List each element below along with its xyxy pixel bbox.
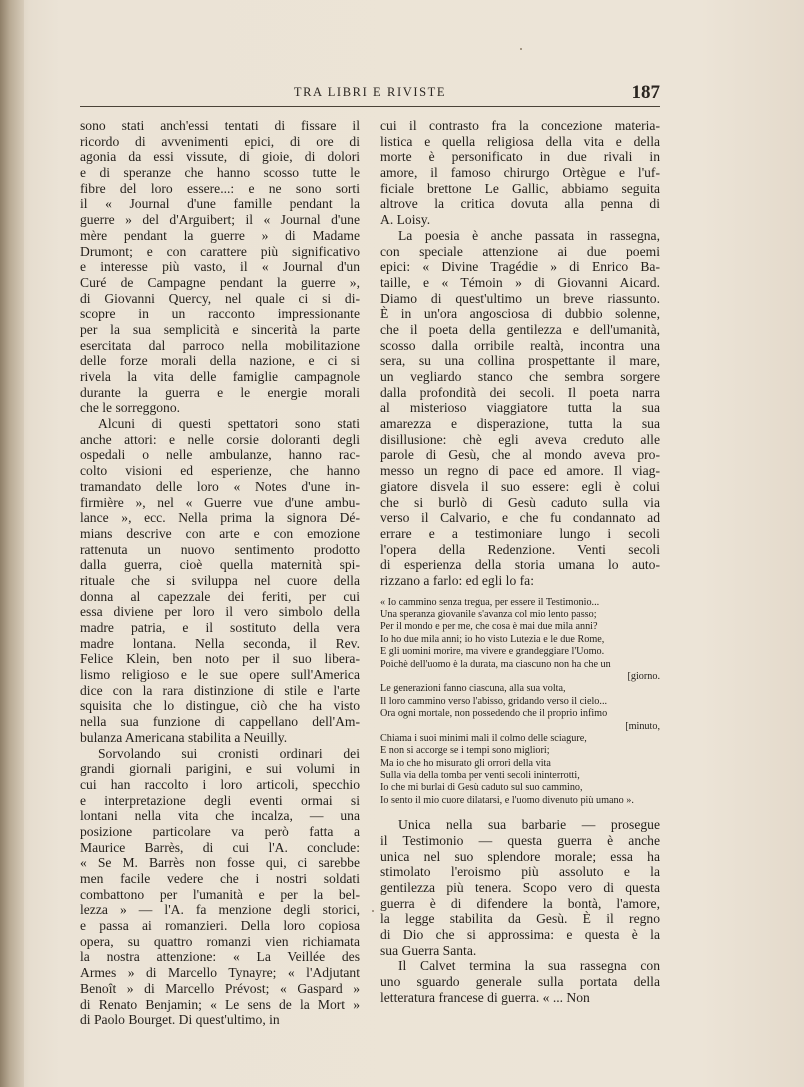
poem-line: Le generazioni fanno ciascuna, alla sua volta, bbox=[380, 683, 566, 695]
text-line: ricordo di avvenimenti epici, di ore di bbox=[80, 133, 360, 149]
text-line: squisita che lo distingue, ciò che ha visto bbox=[80, 698, 360, 714]
text-line: opera, su quattro romanzi vien richiamata bbox=[80, 933, 360, 949]
poem-line: E non si accorge se i tempi sono migliori; bbox=[380, 745, 550, 757]
text-line: agonia da essi vissute, di gioie, di dolori bbox=[80, 149, 360, 165]
page-header bbox=[80, 82, 660, 104]
text-line: fibre del loro essere...: e ne sono sorti bbox=[80, 180, 360, 196]
poem-line: Io sento il mio cuore dilatarsi, e l'uomo divenuto più umano ». bbox=[380, 794, 634, 806]
text-line: rituale che si sviluppa nel cuore della bbox=[80, 572, 360, 588]
poem-line: [giorno. bbox=[627, 670, 660, 682]
text-line: Sorvolando sui cronisti ordinari dei bbox=[98, 745, 360, 761]
text-line: errare e a testimoniare lungo i secoli bbox=[380, 525, 660, 541]
text-line: e passa ai romanzieri. Della loro copiosa bbox=[80, 918, 360, 934]
text-line: stimolato l'eroismo più assoluto e la bbox=[380, 864, 660, 880]
book-gutter bbox=[0, 0, 24, 1087]
poem-line: E gli uomini morire, ma vivere e grandeggiare l'Uomo. bbox=[380, 646, 605, 658]
poem-line: Ora ogni mortale, non possedendo che il proprio infimo bbox=[380, 708, 608, 720]
page-number: 187 bbox=[631, 82, 660, 103]
poem-line: Il loro cammino verso l'abisso, gridando verso il cielo... bbox=[380, 695, 608, 707]
text-line: bulanza Americana stabilita a Neuilly. bbox=[80, 729, 288, 745]
running-title: TRA LIBRI E RIVISTE bbox=[293, 85, 447, 99]
text-line: che il poeta della gentilezza e dell'umanità, bbox=[380, 321, 660, 337]
text-line: grandi giornali parigini, e sui volumi in bbox=[80, 761, 360, 777]
text-line: rizzano a farlo: ed egli lo fa: bbox=[380, 572, 534, 588]
right-column bbox=[380, 118, 660, 1005]
text-line: sua Guerra Santa. bbox=[380, 942, 477, 958]
text-line: Il Calvet termina la sua rassegna con bbox=[398, 958, 660, 974]
poem-line: Io che mi burlai di Gesù caduto sul suo cammino, bbox=[380, 782, 583, 794]
poem-line: Una speranza giovanile s'avanza col mio lento passo; bbox=[380, 609, 597, 621]
text-line: madre lontana. Nella seconda, il Rev. bbox=[80, 635, 360, 651]
right-column-top bbox=[380, 118, 660, 589]
poem-line: Ma io che ho misurato gli orrori della vita bbox=[380, 757, 551, 769]
text-line: guerre » del d'Arguibert; il « Journal d'une bbox=[80, 212, 360, 228]
text-line: durante la guerra e le energie morali bbox=[80, 384, 360, 400]
poem-line: Io ho due mila anni; io ho visto Lutezia e le due Rome, bbox=[380, 633, 605, 645]
paper-speck bbox=[372, 910, 374, 912]
text-line: posizione particolare va però fatta a bbox=[80, 823, 360, 839]
text-line: altrove la critica dovuta alla penna di bbox=[380, 196, 660, 212]
text-line: che le sorreggono. bbox=[80, 400, 181, 416]
text-line: sera, su una collina prospettante il mare, bbox=[380, 353, 660, 369]
text-line: Maurice Barrès, di cui l'A. conclude: bbox=[80, 839, 360, 855]
poem-line: Per il mondo e per me, che cosa è mai due mila anni? bbox=[380, 621, 598, 633]
text-line: guerra è di difendere la bontà, l'amore, bbox=[380, 895, 660, 911]
text-line: ficiale brettone Le Gallic, abbiamo seguita bbox=[380, 180, 660, 196]
text-line: scosso dalla orribile realtà, incontra una bbox=[380, 337, 660, 353]
text-line: « Se M. Barrès non fosse qui, ci sarebbe bbox=[80, 855, 360, 871]
text-line: amarezza e disperazione, tutta la sua bbox=[380, 416, 660, 432]
text-line: il Testimonio — questa guerra è anche bbox=[380, 832, 660, 848]
text-line: È in un'ora angosciosa di dubbio solenne, bbox=[380, 306, 660, 322]
text-line: dalla profondità dei secoli. Il poeta narra bbox=[380, 384, 660, 400]
text-line: dalla guerra, cioè quella maternità spi- bbox=[80, 557, 360, 573]
text-line: Curé de Campagne pendant la guerre », bbox=[80, 274, 360, 290]
text-line: la nostra attenzione: « La Veillée des bbox=[80, 949, 360, 965]
text-line: l'opera della Redenzione. Venti secoli bbox=[380, 541, 660, 557]
text-line: e di speranze che hanno scosso tutte le bbox=[80, 165, 360, 181]
text-line: giatore disvela il suo essere: egli è colui bbox=[380, 478, 660, 494]
text-line: scopre in un racconto impressionante bbox=[80, 306, 360, 322]
text-line: madre patria, e il sostituto della vera bbox=[80, 620, 360, 635]
text-line: listica e quella religiosa della vita e della bbox=[380, 133, 660, 149]
text-line: con speciale attenzione ai due poemi bbox=[380, 243, 660, 259]
text-line: donna al capezzale dei feriti, per cui bbox=[80, 588, 360, 604]
text-line: Drumont; e con carattere più significativo bbox=[80, 243, 360, 259]
left-column bbox=[80, 118, 360, 1028]
text-line: amore, il famoso chirurgo Ortègue e l'uf- bbox=[380, 165, 660, 181]
text-line: rattenuta un nuovo sentimento prodotto bbox=[80, 541, 360, 557]
text-line: anche attori: e nelle corsie doloranti degli bbox=[80, 431, 360, 447]
text-line: Felice Klein, ben noto per il suo libera- bbox=[80, 651, 360, 667]
text-line: nella sua funzione di cappellano dell'Am- bbox=[80, 714, 360, 730]
text-line: parole di Gesù, che al mondo aveva pro- bbox=[380, 447, 660, 463]
text-line: e interpretazione degli eventi ormai si bbox=[80, 792, 360, 808]
text-line: disillusione: chè egli aveva creduto alle bbox=[380, 431, 660, 447]
text-line: uno sguardo generale sulla portata della bbox=[380, 974, 660, 990]
text-line: di Giovanni Quercy, nel quale ci si di- bbox=[80, 290, 360, 306]
text-line: di Renato Benjamin; « Le sens de la Mort » bbox=[80, 996, 360, 1012]
text-line: per la sua semplicità e sincerità la parte bbox=[80, 321, 360, 337]
poem-line: [minuto, bbox=[625, 720, 660, 732]
text-line: il « Journal d'une famille pendant la bbox=[80, 196, 360, 212]
text-line: ospedali o nelle ambulanze, hanno rac- bbox=[80, 447, 360, 463]
text-line: rivela la vita delle famiglie campagnole bbox=[80, 369, 360, 384]
poem-line: Sulla via della tomba per venti secoli ininterrotti, bbox=[380, 770, 580, 782]
text-line: essa diviene per loro il vero simbolo della bbox=[80, 604, 360, 620]
text-line: al misterioso viaggiatore tutta la sua bbox=[380, 400, 660, 416]
text-line: epici: « Divine Tragédie » di Enrico Ba- bbox=[380, 259, 660, 275]
text-line: lance », ecc. Nella prima la signora Dé- bbox=[80, 510, 360, 526]
right-column-bottom bbox=[380, 817, 660, 1005]
text-line: firmière », nel « Guerre vue d'une ambu- bbox=[80, 494, 360, 510]
text-line: mians descrive con arte e con emozione bbox=[80, 525, 360, 541]
header-rule bbox=[80, 106, 660, 107]
text-line: cui il contrasto fra la concezione materia- bbox=[380, 118, 660, 133]
text-line: messo un regno di pace ed amore. Il viag- bbox=[380, 463, 660, 479]
text-line: combattono per l'umanità e per la bel- bbox=[80, 886, 360, 902]
text-line: taille, e « Témoin » di Giovanni Aicard. bbox=[380, 274, 660, 290]
text-line: letteratura francese di guerra. « ... Non bbox=[380, 989, 590, 1005]
text-line: verso il Calvario, e che fu condannato ad bbox=[380, 510, 660, 526]
poem-line: Chiama i suoi minimi mali il colmo delle sciagure, bbox=[380, 732, 587, 744]
text-line: che si burlò di Gesù caduto sulla via bbox=[380, 494, 660, 510]
text-line: Diamo di quest'ultimo un breve riassunto. bbox=[380, 290, 660, 306]
poem-quotation bbox=[380, 597, 660, 808]
text-line: A. Loisy. bbox=[380, 212, 431, 228]
text-line: men facile vedere che i nostri soldati bbox=[80, 871, 360, 886]
text-line: di Dio che si approssima: e questa è la bbox=[380, 927, 660, 943]
text-line: Unica nella sua barbarie — prosegue bbox=[398, 817, 660, 833]
text-line: Armes » di Marcello Tynayre; « l'Adjutant bbox=[80, 965, 360, 981]
text-line: di Paolo Bourget. Di quest'ultimo, in bbox=[80, 1012, 280, 1028]
text-line: morte è personificato in due rivali in bbox=[380, 149, 660, 165]
text-line: lezza » — l'A. fa menzione degli storici, bbox=[80, 902, 360, 918]
poem-line: Poichè dell'uomo è la durata, ma ciascuno non ha che un bbox=[380, 658, 611, 670]
text-line: la legge stabilita da Gesù. È il regno bbox=[380, 911, 660, 927]
poem-line: « Io cammino senza tregua, per essere il Testimonio... bbox=[380, 596, 600, 608]
text-line: La poesia è anche passata in rassegna, bbox=[398, 227, 660, 243]
text-line: colto visioni ed esperienze, che hanno bbox=[80, 463, 360, 479]
text-line: di esperienza della storia umana lo auto- bbox=[380, 557, 660, 573]
text-line: unica nel suo splendore morale; essa ha bbox=[380, 848, 660, 864]
text-line: lismo religioso e le sue opere sull'America bbox=[80, 667, 360, 683]
text-line: mère pendant la guerre » di Madame bbox=[80, 227, 360, 243]
text-line: Alcuni di questi spettatori sono stati bbox=[98, 416, 360, 432]
text-line: cui han raccolto i loro articoli, specchio bbox=[80, 776, 360, 792]
text-line: esercitata dal parroco nella mobilitazione bbox=[80, 337, 360, 353]
paper-speck bbox=[520, 48, 522, 50]
text-line: Benoît » di Marcello Prévost; « Gaspard » bbox=[80, 980, 360, 996]
text-line: tramandato delle loro « Notes d'une in- bbox=[80, 478, 360, 494]
text-line: un vegliardo stanco che sembra sorgere bbox=[380, 369, 660, 384]
text-line: delle forze morali della nazione, e ci si bbox=[80, 353, 360, 369]
text-line: e interesse più vasto, il « Journal d'un bbox=[80, 259, 360, 275]
text-line: sono stati anch'essi tentati di fissare il bbox=[80, 118, 360, 133]
text-line: lontani nella vita che incalza, — una bbox=[80, 808, 360, 824]
text-line: dice con la rara distinzione di stile e l'arte bbox=[80, 682, 360, 698]
text-line: gentilezza più tenera. Scopo vero di questa bbox=[380, 880, 660, 896]
